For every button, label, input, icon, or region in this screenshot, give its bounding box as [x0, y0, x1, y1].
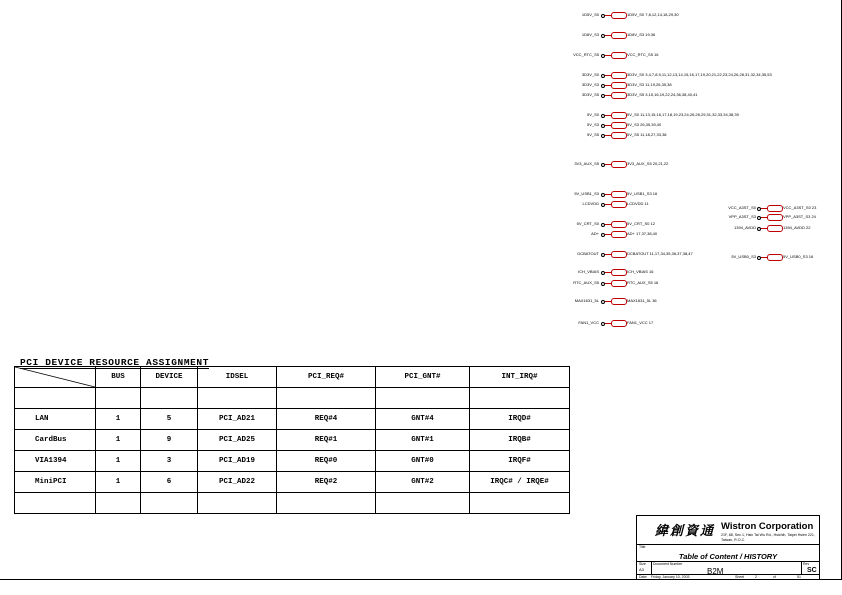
net-page-refs: 3D3V_S5 3,15,16,19,22,24,36,38,40,41 [627, 92, 698, 97]
date-value: Friday, January 10, 2003 [651, 575, 690, 579]
net-page-refs: 1394_AVDD 22 [783, 225, 811, 230]
table-row [15, 430, 570, 451]
off-page-connector [767, 254, 783, 261]
table-cell: PCI_AD22 [198, 472, 277, 493]
table-cell [198, 388, 277, 409]
table-cell: 1 [96, 409, 141, 430]
off-page-connector [611, 280, 627, 287]
table-row [15, 493, 570, 514]
net-page-refs: 5V_S5 11,18,27,33,38 [627, 132, 667, 137]
net-name: 5V_S0 [586, 112, 599, 117]
net-1394-avdd [0, 224, 842, 232]
table-cell: LAN [15, 409, 96, 430]
net-page-refs: AD+ 17,37,38,40 [627, 231, 658, 236]
table-cell [96, 493, 141, 514]
header-bus: BUS [96, 367, 141, 388]
table-title: PCI DEVICE RESOURCE ASSIGNMENT [20, 357, 210, 368]
net-5v-s3 [0, 121, 842, 129]
net-page-refs: 5V_S3 26,35,39,40 [627, 122, 662, 127]
revision: SC [807, 567, 817, 574]
table-cell: 5 [141, 409, 198, 430]
table-cell [141, 388, 198, 409]
net-name: 5V_USB0_S3 [731, 254, 756, 259]
off-page-connector [611, 161, 627, 168]
table-cell: GNT#2 [376, 472, 470, 493]
off-page-connector [611, 122, 627, 129]
off-page-connector [611, 132, 627, 139]
net-name: VCC_RTC_S5 [573, 52, 599, 57]
net-page-refs: 5V_USB0_S3 16 [783, 254, 814, 259]
net-page-refs: 3D3V_S0 3,4,7,8,9,11,12,13,14,15,16,17,19,20,21,22,23,24,26,28,31,32,34,35,53 [627, 72, 772, 77]
net-name: FAN1_VCC [578, 320, 599, 325]
company-logo: 緯創資通 [655, 524, 716, 539]
size-value: A3 [639, 567, 644, 572]
net-name: AD+ [591, 231, 599, 236]
net-fan1-vcc [0, 319, 842, 327]
table-cell: PCI_AD21 [198, 409, 277, 430]
table-cell: REQ#4 [277, 409, 376, 430]
net-page-refs: ICH_VBIAS 16 [627, 269, 654, 274]
net-name: DCBATOUT [577, 251, 599, 256]
net-page-refs: 5V_USB1_S3 16 [627, 191, 658, 196]
off-page-connector [611, 92, 627, 99]
net-page-refs: 5V_S0 11,13,15,16,17,18,19,23,24,26,28,29,31,32,33,34,38,39 [627, 112, 739, 117]
net-page-refs: DCBATOUT 11,17,34,35,36,37,38,47 [627, 251, 693, 256]
table-cell [141, 493, 198, 514]
docnum-label: Document Number [653, 562, 683, 566]
table-cell [376, 493, 470, 514]
company-name: Wistron Corporation [721, 521, 814, 532]
off-page-connector [611, 52, 627, 59]
table-cell: REQ#2 [277, 472, 376, 493]
net-name: 5V_S5 [586, 132, 599, 137]
net-vpp-a3st-s3 [0, 213, 842, 221]
table-cell: IRQC# / IRQE# [470, 472, 570, 493]
size-label: Size [639, 562, 646, 566]
table-cell: REQ#0 [277, 451, 376, 472]
table-cell [470, 493, 570, 514]
net-name: VPP_A3ST_S3 [728, 214, 756, 219]
net-3v3-aux-s5 [0, 160, 842, 168]
header-pci-req: PCI_REQ# [277, 367, 376, 388]
table-cell: GNT#4 [376, 409, 470, 430]
net-vcc-a3st-s0 [0, 204, 842, 212]
table-cell: PCI_AD25 [198, 430, 277, 451]
net-page-refs: RTC_AUX_S5 16 [627, 280, 659, 285]
table-cell [15, 388, 96, 409]
date-label: Date: [639, 575, 648, 579]
net-name: 5V_USB1_S3 [574, 191, 599, 196]
net-page-refs: 3D3V_S3 11,19,26,35,38 [627, 82, 672, 87]
company-address: 21F, 88, Sec.1, Hsin Tai Wu Rd., Hsichih, Taipei Hsien 221, Taiwan, R.O.C. [721, 533, 815, 542]
net-page-refs: 1D5V_S0 7,8,12,14,18,29,30 [627, 12, 679, 17]
net-name: VCC_A3ST_S0 [728, 205, 756, 210]
net-name: 5V_S3 [586, 122, 599, 127]
net-page-refs: 5V_CRT_S0 12 [627, 221, 655, 226]
off-page-connector [611, 298, 627, 305]
table-cell: MiniPCI [15, 472, 96, 493]
net-3d3v-s0 [0, 71, 842, 79]
net-page-refs: VCC_A3ST_S0 23 [783, 205, 817, 210]
table-cell: 1 [96, 430, 141, 451]
net-name: 3D3V_S5 [581, 92, 599, 97]
title-label: Title [639, 545, 646, 549]
net-max1631-5l [0, 297, 842, 305]
sheet-value: 2 [755, 575, 757, 579]
net-1d8v-s3 [0, 31, 842, 39]
header-idsel: IDSEL [198, 367, 277, 388]
off-page-connector [611, 112, 627, 119]
header-int-irq: INT_IRQ# [470, 367, 570, 388]
net-name: 3V3_AUX_S5 [574, 161, 599, 166]
net-5v-s5 [0, 131, 842, 139]
net-name: LCDVDD [582, 201, 599, 206]
diagonal-corner-cell [15, 367, 96, 388]
document-title: Table of Content / HISTORY [678, 552, 778, 561]
net-3d3v-s5 [0, 91, 842, 99]
off-page-connector [611, 231, 627, 238]
table-cell: GNT#0 [376, 451, 470, 472]
header-device: DEVICE [141, 367, 198, 388]
document-number: B2M [707, 567, 724, 576]
table-header-row [15, 367, 570, 388]
table-cell: 1 [96, 451, 141, 472]
net-page-refs: 3V3_AUX_S5 20,21,22 [627, 161, 669, 166]
table-cell [198, 493, 277, 514]
net-5v-usb1-s3 [0, 190, 842, 198]
table-cell: CardBus [15, 430, 96, 451]
net-name: 1D5V_S0 [581, 12, 599, 17]
net-vcc-rtc-s5 [0, 51, 842, 59]
off-page-connector [611, 12, 627, 19]
table-cell [277, 493, 376, 514]
table-cell: 6 [141, 472, 198, 493]
net-name: 5V_CRT_S0 [576, 221, 599, 226]
net-rtc-aux-s5 [0, 279, 842, 287]
table-cell [376, 388, 470, 409]
table-cell: REQ#1 [277, 430, 376, 451]
of-value: 51 [797, 575, 801, 579]
table-cell: GNT#1 [376, 430, 470, 451]
off-page-connector [767, 205, 783, 212]
net-5v-s0 [0, 111, 842, 119]
off-page-connector [611, 32, 627, 39]
sheet-label: Sheet [735, 575, 745, 579]
net-ich-vbias [0, 268, 842, 276]
table-cell [470, 388, 570, 409]
net-page-refs: 1D8V_S3 19,36 [627, 32, 656, 37]
table-cell: 1 [96, 472, 141, 493]
net-name: ICH_VBIAS [578, 269, 599, 274]
title-block [636, 515, 820, 580]
table-cell [15, 493, 96, 514]
table-row [15, 409, 570, 430]
table-cell: 3 [141, 451, 198, 472]
net-1d5v-s0 [0, 11, 842, 19]
rev-label: Rev [803, 562, 810, 566]
net-name: 1D8V_S3 [581, 32, 599, 37]
net-5v-usb0-s3 [0, 253, 842, 261]
off-page-connector [767, 214, 783, 221]
net-3d3v-s3 [0, 81, 842, 89]
net-name: 1394_AVDD [734, 225, 756, 230]
table-cell: VIA1394 [15, 451, 96, 472]
net-name: 3D3V_S3 [581, 82, 599, 87]
off-page-connector [611, 72, 627, 79]
off-page-connector [611, 269, 627, 276]
table-cell [96, 388, 141, 409]
off-page-connector [611, 191, 627, 198]
table-cell: PCI_AD19 [198, 451, 277, 472]
table-cell [277, 388, 376, 409]
net-page-refs: VPP_A3ST_S3 24 [783, 214, 816, 219]
net-name: RTC_AUX_S5 [573, 280, 599, 285]
net-name: MAX1631_5L [574, 298, 599, 303]
off-page-connector [611, 82, 627, 89]
net-page-refs: FAN1_VCC 17 [627, 320, 654, 325]
table-cell: IRQD# [470, 409, 570, 430]
header-pci-gnt: PCI_GNT# [376, 367, 470, 388]
table-row [15, 451, 570, 472]
off-page-connector [611, 320, 627, 327]
table-cell: IRQF# [470, 451, 570, 472]
net-name: 3D3V_S0 [581, 72, 599, 77]
table-row [15, 388, 570, 409]
net-page-refs: LCDVDD 11 [627, 201, 649, 206]
net-page-refs: MAX1631_5L 36 [627, 298, 657, 303]
pci-assignment-table [14, 366, 570, 514]
of-label: of [773, 575, 776, 579]
table-row [15, 472, 570, 493]
table-cell: IRQB# [470, 430, 570, 451]
table-cell: 9 [141, 430, 198, 451]
off-page-connector [767, 225, 783, 232]
net-page-refs: VCC_RTC_S5 16 [627, 52, 659, 57]
